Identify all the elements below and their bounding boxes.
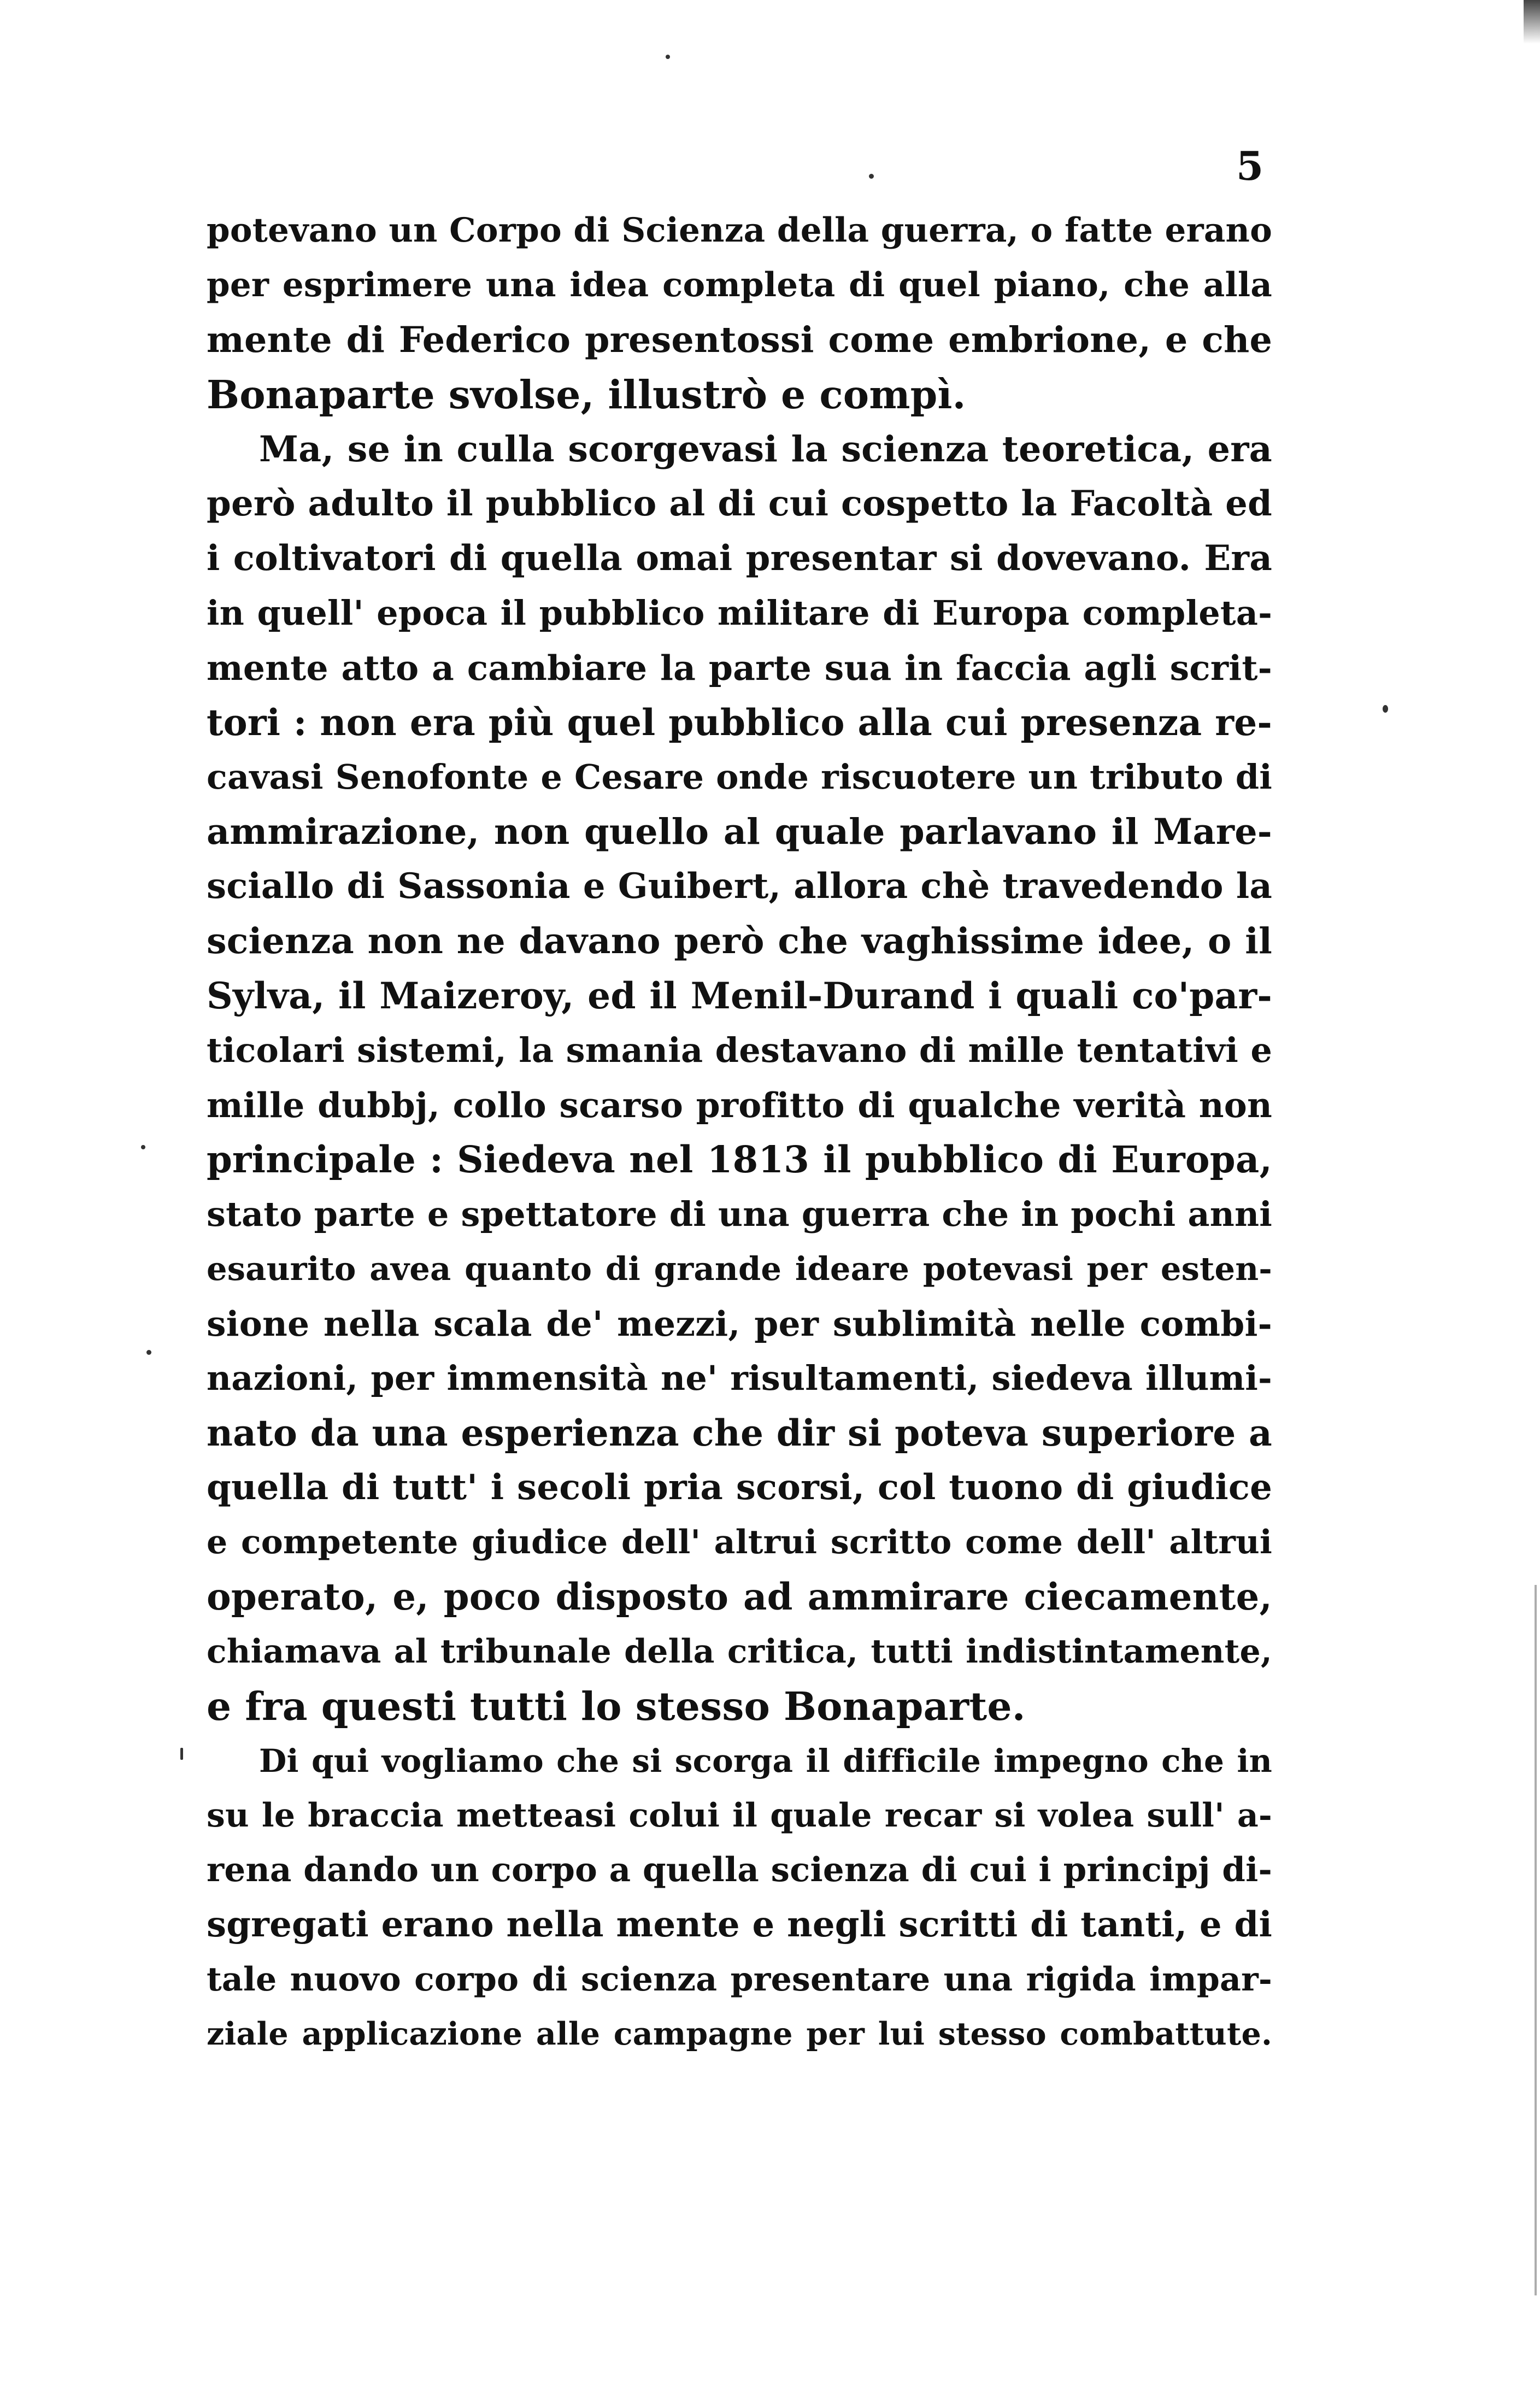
text-line: ziale applicazione alle campagne per lui stesso combattute. [207, 2016, 1272, 2052]
text-line: operato, e, poco disposto ad ammirare ciecamente, [207, 1575, 1272, 1618]
text-line: Di qui vogliamo che si scorga il difficile impegno che in [259, 1742, 1272, 1779]
ink-speck [141, 1145, 145, 1149]
text-line: in quell' epoca il pubblico militare di Europa completa- [207, 593, 1272, 633]
text-line: mente atto a cambiare la parte sua in faccia agli scrit- [207, 648, 1272, 688]
text-line: sgregati erano nella mente e negli scritti di tanti, e di [207, 1904, 1272, 1945]
text-line: Sylva, il Maizeroy, ed il Menil-Durand i quali co'par- [207, 974, 1272, 1017]
text-line: ammirazione, non quello al quale parlavano il Mare- [207, 811, 1272, 853]
ink-speck [869, 174, 874, 179]
text-line: però adulto il pubblico al di cui cospetto la Facoltà ed [207, 483, 1272, 524]
text-line: sione nella scala de' mezzi, per sublimità nelle combi- [207, 1303, 1272, 1344]
text-line: rena dando un corpo a quella scienza di cui i principj di- [207, 1851, 1272, 1889]
text-line: Bonaparte svolse, illustrò e compì. [207, 372, 966, 418]
text-line: sciallo di Sassonia e Guibert, allora chè travedendo la [207, 866, 1272, 907]
text-line: chiamava al tribunale della critica, tutti indistintamente, [207, 1632, 1272, 1671]
text-line: cavasi Senofonte e Cesare onde riscuotere un tributo di [207, 757, 1272, 797]
ink-speck [1383, 705, 1388, 713]
text-line: per esprimere una idea completa di quel piano, che alla [207, 266, 1272, 304]
text-line: quella di tutt' i secoli pria scorsi, col tuono di giudice [207, 1467, 1272, 1508]
text-line: potevano un Corpo di Scienza della guerra, o fatte erano [207, 211, 1272, 250]
text-line: tale nuovo corpo di scienza presentare una rigida impar- [207, 1960, 1272, 1999]
text-line: Ma, se in culla scorgevasi la scienza teoretica, era [259, 428, 1272, 470]
text-line: scienza non ne davano però che vaghissime idee, o il [207, 920, 1272, 962]
page-edge-shadow [1524, 0, 1540, 44]
body-text [207, 203, 1272, 2062]
text-line: stato parte e spettatore di una guerra che in pochi anni [207, 1194, 1272, 1234]
ink-speck [146, 1350, 151, 1355]
text-line: e fra questi tutti lo stesso Bonaparte. [207, 1683, 1026, 1729]
text-line: esaurito avea quanto di grande ideare potevasi per esten- [207, 1250, 1272, 1288]
text-line: ticolari sistemi, la smania destavano di mille tentativi e [207, 1030, 1272, 1070]
text-line: principale : Siedeva nel 1813 il pubblico di Europa, [207, 1138, 1272, 1181]
text-line: su le braccia metteasi colui il quale recar si volea sull' a- [207, 1796, 1272, 1835]
ink-speck [180, 1748, 183, 1760]
text-line: tori : non era più quel pubblico alla cui presenza re- [207, 701, 1272, 744]
text-line: mille dubbj, collo scarso profitto di qualche verità non [207, 1085, 1272, 1125]
text-line: e competente giudice dell' altrui scritto come dell' altrui [207, 1523, 1272, 1561]
text-line: nato da una esperienza che dir si poteva superiore a [207, 1412, 1272, 1454]
ink-speck [666, 55, 670, 59]
text-line: i coltivatori di quella omai presentar si dovevano. Era [207, 538, 1272, 579]
page-edge-line [1535, 1585, 1537, 2295]
text-line: nazioni, per immensità ne' risultamenti, siedeva illumi- [207, 1358, 1272, 1398]
page-number: 5 [1236, 143, 1264, 189]
text-line: mente di Federico presentossi come embrione, e che [207, 319, 1272, 361]
